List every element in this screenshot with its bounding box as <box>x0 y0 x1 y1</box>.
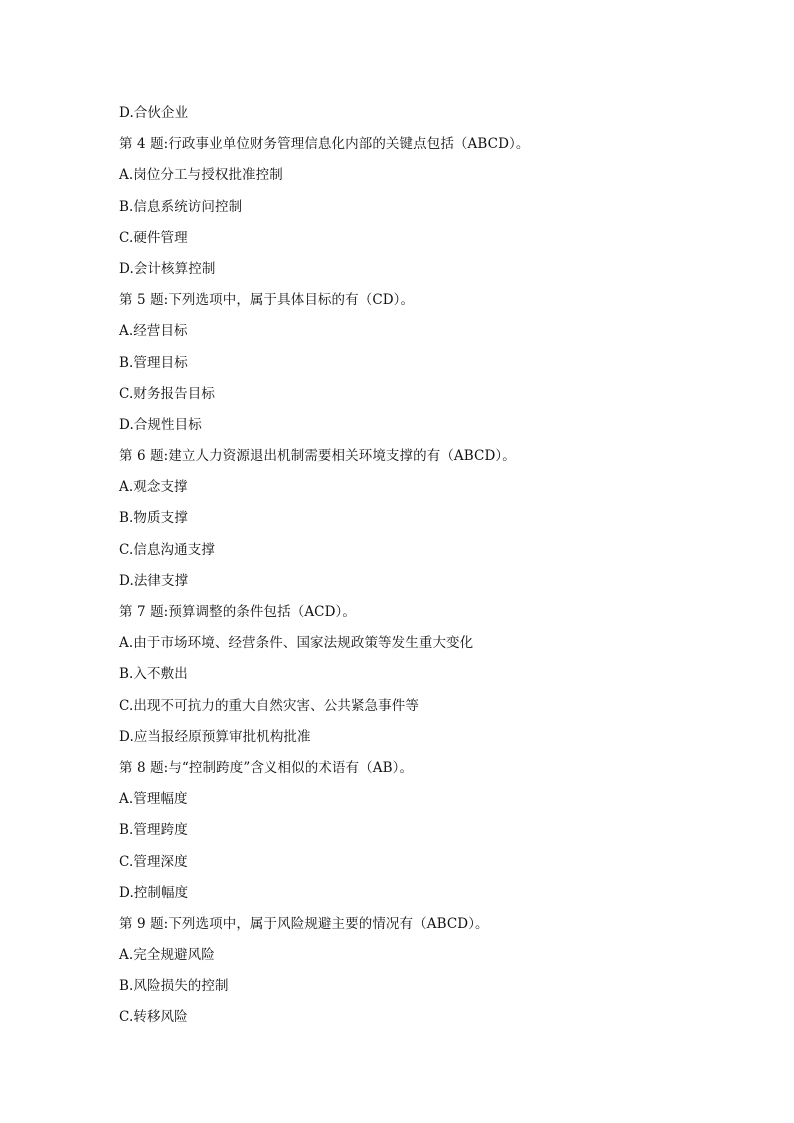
question-line: 第 6 题:建立人力资源退出机制需要相关环境支撑的有（ABCD）。 <box>119 448 516 465</box>
option-line: B.物质支撑 <box>119 510 188 527</box>
option-line: C.财务报告目标 <box>119 385 215 402</box>
question-line: 第 9 题:下列选项中，属于风险规避主要的情况有（ABCD）。 <box>119 915 489 932</box>
option-line: D.合伙企业 <box>119 105 189 121</box>
option-line: A.管理幅度 <box>119 791 188 808</box>
option-line: C.信息沟通支撑 <box>119 541 215 558</box>
question-line: 第 5 题:下列选项中，属于具体目标的有（CD）。 <box>119 292 415 309</box>
option-line: A.岗位分工与授权批准控制 <box>119 167 283 184</box>
question-list <box>119 101 739 1037</box>
option-line: D.合规性目标 <box>119 416 202 433</box>
option-line: B.管理目标 <box>119 354 188 371</box>
option-line: A.经营目标 <box>119 323 188 340</box>
option-line: C.转移风险 <box>119 1009 188 1026</box>
option-line: B.管理跨度 <box>119 822 188 839</box>
option-line: A.观念支撑 <box>119 479 188 496</box>
question-line: 第 7 题:预算调整的条件包括（ACD）。 <box>119 604 356 620</box>
option-line: A.由于市场环境、经营条件、国家法规政策等发生重大变化 <box>119 635 474 652</box>
question-line: 第 8 题:与“控制跨度”含义相似的术语有（AB）。 <box>119 759 414 776</box>
option-line: B.入不敷出 <box>119 666 188 683</box>
option-line: D.控制幅度 <box>119 884 189 901</box>
option-line: D.应当报经原预算审批机构批准 <box>119 728 311 745</box>
option-line: A.完全规避风险 <box>119 947 215 964</box>
option-line: C.出现不可抗力的重大自然灾害、公共紧急事件等 <box>119 697 419 714</box>
option-line: C.管理深度 <box>119 853 188 870</box>
option-line: B.风险损失的控制 <box>119 978 229 995</box>
option-line: B.信息系统访问控制 <box>119 198 243 215</box>
option-line: C.硬件管理 <box>119 229 188 246</box>
option-line: D.法律支撑 <box>119 572 189 589</box>
question-line: 第 4 题:行政事业单位财务管理信息化内部的关键点包括（ABCD）。 <box>119 136 530 153</box>
option-line: D.会计核算控制 <box>119 260 216 277</box>
